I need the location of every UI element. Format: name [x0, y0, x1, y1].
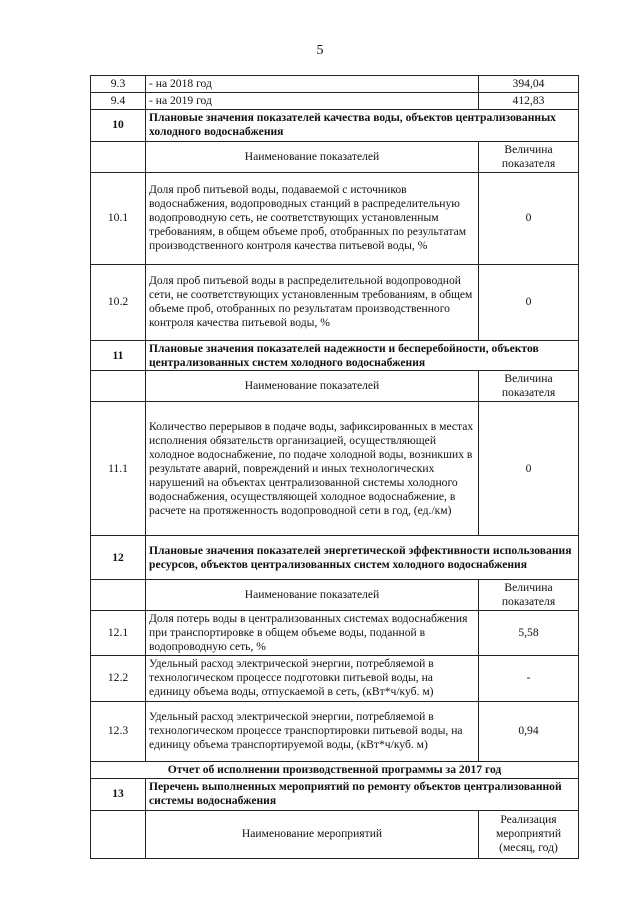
column-header-row: [91, 141, 579, 172]
row-number: 10.1: [91, 172, 146, 264]
section-header-row: [91, 536, 579, 580]
column-header-value: Величина показателя: [479, 371, 579, 402]
row-description: Удельный расход электрической энергии, потребляемой в технологическом процессе подготовки питьевой воды, на единицу объема воды, отпускаемой в сеть, (кВт*ч/куб. м): [146, 655, 479, 701]
row-number: 10.2: [91, 264, 146, 340]
row-value: 394,04: [479, 76, 579, 93]
section-title: Перечень выполненных мероприятий по ремонту объектов централизованной системы водоснабжения: [146, 778, 579, 810]
row-value: 0: [479, 402, 579, 536]
row-label: - на 2018 год: [146, 76, 479, 93]
row-value: 412,83: [479, 92, 579, 109]
table-row: [91, 264, 579, 340]
row-description: Удельный расход электрической энергии, потребляемой в технологическом процессе транспортировки питьевой воды, на единицу объема транспортируемой воды, (кВт*ч/куб. м): [146, 701, 479, 761]
page-number: 5: [316, 43, 324, 58]
section-number: 13: [91, 778, 146, 810]
row-description: Доля проб питьевой воды в распределительной водопроводной сети, не соответствующих установленным требованиям, в общем объеме проб, отобранных по результатам производственного контроля качества питьевой воды, %: [146, 264, 479, 340]
column-header-name: Наименование показателей: [146, 371, 479, 402]
column-header-value: Величина показателя: [479, 580, 579, 611]
table-row: [91, 655, 579, 701]
document-table: [90, 75, 579, 859]
row-description: Доля проб питьевой воды, подаваемой с источников водоснабжения, водопроводных станций в распределительную водопроводную сеть, не соответствующих установленным требованиям, в общем объеме проб, отобранных по результатам производственного контроля качества питьевой воды, %: [146, 172, 479, 264]
section-title: Плановые значения показателей энергетической эффективности использования ресурсов, объектов централизованных систем холодного водоснабжения: [146, 536, 579, 580]
table-row: [91, 402, 579, 536]
row-value: 5,58: [479, 611, 579, 656]
row-number: 12.2: [91, 655, 146, 701]
row-number: 9.4: [91, 92, 146, 109]
table-row: [91, 76, 579, 93]
column-header-row: [91, 810, 579, 858]
row-number: 11.1: [91, 402, 146, 536]
column-header-row: [91, 580, 579, 611]
empty-cell: [91, 810, 146, 858]
row-number: 12.3: [91, 701, 146, 761]
row-number: 9.3: [91, 76, 146, 93]
section-header-row: [91, 109, 579, 141]
column-header-name: Наименование показателей: [146, 580, 479, 611]
column-header-value: Реализация мероприятий (месяц, год): [479, 810, 579, 858]
report-title-row: [91, 761, 579, 778]
row-value: 0: [479, 172, 579, 264]
row-description: Количество перерывов в подаче воды, зафиксированных в местах исполнения обязательств организацией, осуществляющей холодное водоснабжение, по подаче холодной воды, возникших в результате аварий, повреждений и иных технологических нарушений на объектах централизованной системы холодного водоснабжения, осуществляющей холодное водоснабжение, в расчете на протяженность водопроводной сети в год, (ед./км): [146, 402, 479, 536]
empty-cell: [91, 141, 146, 172]
row-value: -: [479, 655, 579, 701]
row-label: - на 2019 год: [146, 92, 479, 109]
column-header-name: Наименование показателей: [146, 141, 479, 172]
report-title: Отчет об исполнении производственной программы за 2017 год: [91, 761, 579, 778]
table-row: [91, 92, 579, 109]
column-header-name: Наименование мероприятий: [146, 810, 479, 858]
row-value: 0: [479, 264, 579, 340]
empty-cell: [91, 371, 146, 402]
section-title: Плановые значения показателей качества воды, объектов централизованных холодного водоснабжения: [146, 109, 579, 141]
section-header-row: [91, 778, 579, 810]
row-number: 12.1: [91, 611, 146, 656]
row-description: Доля потерь воды в централизованных системах водоснабжения при транспортировке в общем объеме воды, поданной в водопроводную сеть, %: [146, 611, 479, 656]
table-row: [91, 172, 579, 264]
section-number: 12: [91, 536, 146, 580]
table-row: [91, 701, 579, 761]
row-value: 0,94: [479, 701, 579, 761]
column-header-row: [91, 371, 579, 402]
section-number: 11: [91, 340, 146, 371]
section-title: Плановые значения показателей надежности и бесперебойности, объектов централизованных систем холодного водоснабжения: [146, 340, 579, 371]
table-row: [91, 611, 579, 656]
empty-cell: [91, 580, 146, 611]
section-number: 10: [91, 109, 146, 141]
section-header-row: [91, 340, 579, 371]
column-header-value: Величина показателя: [479, 141, 579, 172]
